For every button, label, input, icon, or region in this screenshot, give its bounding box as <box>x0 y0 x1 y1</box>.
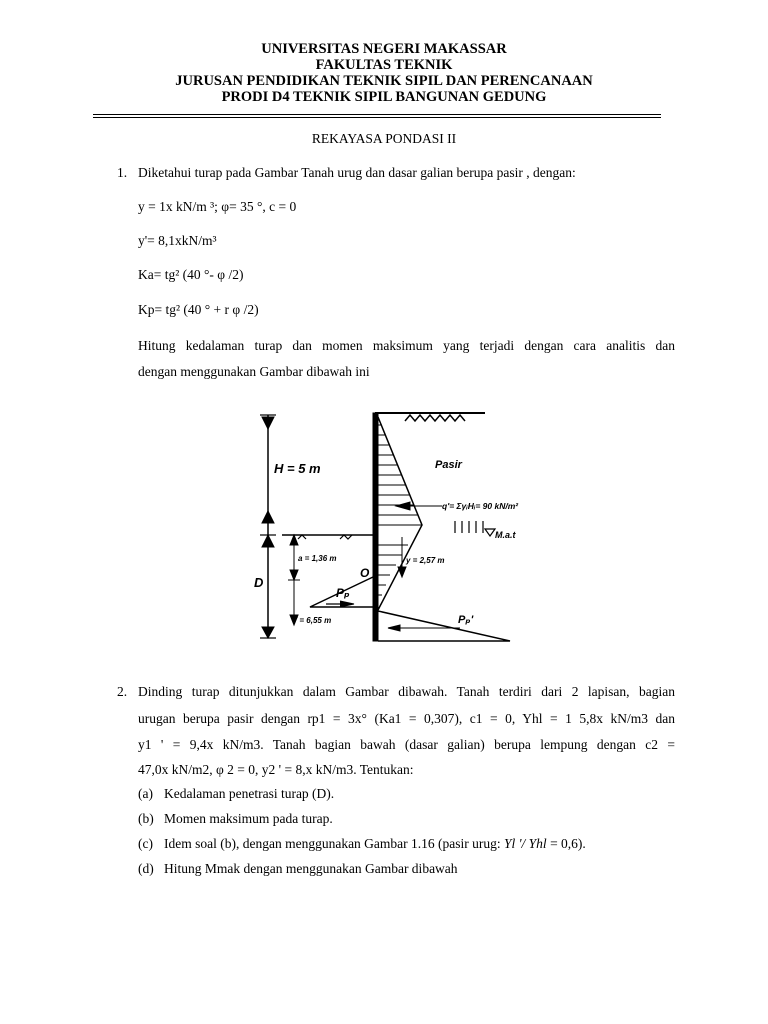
active-pressure-line <box>378 417 422 610</box>
soil-hatch <box>405 415 465 421</box>
q1-eq2: y'= 8,1xkN/m³ <box>138 233 217 248</box>
q1-intro: Diketahui turap pada Gambar Tanah urug dan dasar galian berupa pasir , dengan: <box>138 165 576 180</box>
q1-task-line2: dengan menggunakan Gambar dibawah ini <box>138 364 370 379</box>
course-title: REKAYASA PONDASI II <box>311 131 457 146</box>
header-faculty: FAKULTAS TEKNIK <box>315 57 453 73</box>
label-mat: M.a.t <box>495 530 516 540</box>
label-a: a = 1,36 m <box>298 554 337 563</box>
header-department: JURUSAN PENDIDIKAN TEKNIK SIPIL DAN PERENCANAAN <box>175 73 593 89</box>
label-O: O <box>360 566 370 580</box>
label-y: y = 2,57 m <box>406 556 445 565</box>
q2-sub-c-ratio: Yl '/ Yhl <box>504 836 547 851</box>
arrow-D-top <box>262 535 274 547</box>
q2-sub-a <box>138 786 334 802</box>
q1-eq3: Ka= tg² (40 °- φ /2) <box>138 267 244 282</box>
q2-sub-d-label: (d) <box>138 861 154 876</box>
label-D: D <box>254 575 264 590</box>
sheet-pile-diagram <box>230 405 520 650</box>
arrow-H-top <box>262 417 274 429</box>
header-rule-bottom <box>93 117 661 118</box>
q2-line4: 47,0x kN/m2, φ 2 = 0, y2 ' = 8,x kN/m3. Tentukan: <box>138 762 414 777</box>
q2-sub-c <box>138 836 586 852</box>
q1-eq4: Kp= tg² (40 ° + r φ /2) <box>138 302 259 317</box>
q1-task-line1: Hitung kedalaman turap dan momen maksimum yang terjadi dengan cara analitis dan <box>138 338 675 353</box>
q2-line2: urugan berupa pasir dengan rp1 = 3x° (Ka1 = 0,307), c1 = 0, Yhl = 1 5,8x kN/m3 dan <box>138 711 675 726</box>
water-table-arrows <box>455 521 483 533</box>
q2-sub-d-text: Hitung Mmak dengan menggunakan Gambar dibawah <box>164 861 458 876</box>
label-Pp: Pₚ <box>336 586 350 600</box>
q1-eq1: y = 1x kN/m ³; φ= 35 °, c = 0 <box>138 199 297 214</box>
water-table-symbol <box>485 529 495 536</box>
q2-line3: y1 ' = 9,4x kN/m3. Tanah bagian bawah (dasar galian) berupa lempung dengan c2 = <box>138 737 675 752</box>
q2-sub-c-text-post: = 0,6). <box>550 836 586 851</box>
q2-line1: Dinding turap ditunjukkan dalam Gambar dibawah. Tanah terdiri dari 2 lapisan, bagian <box>138 684 675 699</box>
q2-number: 2. <box>117 684 128 699</box>
header-university: UNIVERSITAS NEGERI MAKASSAR <box>261 41 507 57</box>
label-q: q'= ΣγᵢHᵢ= 90 kN/m² <box>442 501 519 511</box>
q2-sub-b-label: (b) <box>138 811 154 826</box>
label-Pp-prime: Pₚ' <box>458 614 474 626</box>
pressure-hatch-lines <box>373 425 418 595</box>
arrow-D-bottom <box>262 627 274 638</box>
q2-sub-b-text: Momen maksimum pada turap. <box>164 811 333 826</box>
header-program: PRODI D4 TEKNIK SIPIL BANGUNAN GEDUNG <box>221 89 547 105</box>
label-pasir: Pasir <box>435 459 462 471</box>
label-H: H = 5 m <box>274 461 321 476</box>
header-rule-top <box>93 114 661 115</box>
arrow-H-bottom <box>262 511 274 523</box>
q2-sub-b <box>138 811 333 827</box>
document-header <box>0 41 768 105</box>
q2-sub-a-label: (a) <box>138 786 153 801</box>
q2-sub-a-text: Kedalaman penetrasi turap (D). <box>164 786 335 801</box>
label-Y: Y = 6,55 m <box>292 616 332 625</box>
q2-sub-c-text-pre: Idem soal (b), dengan menggunakan Gambar 1.16 (pasir urug: <box>164 836 501 851</box>
sheet-pile <box>373 413 378 641</box>
q2-sub-d <box>138 861 458 877</box>
q1-number: 1. <box>117 165 128 180</box>
q2-sub-c-label: (c) <box>138 836 153 851</box>
